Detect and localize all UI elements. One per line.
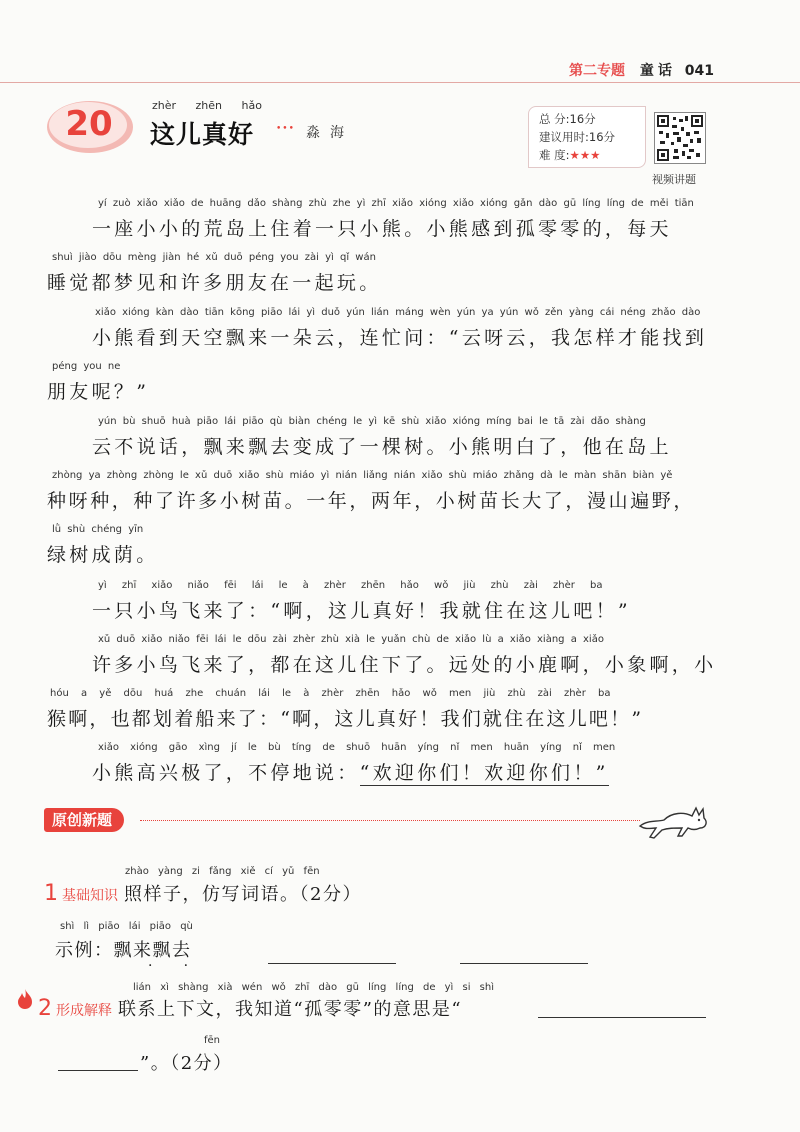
question-number: 1 [44, 881, 58, 906]
page-number: 041 [684, 63, 714, 79]
pinyin-line: xiǎo xióng kàn dào tiān kōng piāo lái yì duǒ yún lián máng wèn yún ya yún wǒ zěn yàng cái néng zhǎo dào [95, 307, 701, 318]
difficulty-label: 难 度: [539, 148, 570, 162]
section-title: 原创新题 [44, 808, 124, 832]
example-text: 示例：飘来飘去 [55, 940, 192, 961]
question-pinyin: zhào yàng zi fǎng xiě cí yǔ fēn [125, 866, 320, 877]
emphasis-dots: · · [148, 958, 189, 974]
lesson-title: 这儿真好 [150, 120, 255, 149]
story-line [0, 580, 800, 628]
time-value: 16分 [588, 130, 616, 144]
qr-code-icon[interactable] [654, 112, 706, 164]
text-line: 一只小鸟飞来了：“啊，这儿真好！我就住在这儿吧！” [92, 600, 631, 622]
pinyin-line: shuì jiào dōu mèng jiàn hé xǔ duō péng you zài yì qǐ wán [52, 252, 376, 263]
question-pinyin: lián xì shàng xià wén wǒ zhī dào gū líng líng de yì si shì [133, 982, 495, 993]
story-line [0, 361, 800, 409]
page-header [569, 60, 714, 80]
pinyin-line: péng you ne [52, 361, 121, 372]
example-pinyin: shì lì piāo lái piāo qù [60, 921, 193, 932]
cat-icon [638, 800, 710, 842]
text-line: 绿树成荫。 [47, 544, 159, 566]
pinyin-line: yí zuò xiǎo xiǎo de huāng dǎo shàng zhù zhe yì zhī xiǎo xióng xiǎo xióng gǎn dào gū líng líng de měi tiān [98, 198, 694, 209]
time-label: 建议用时: [539, 130, 589, 144]
question-number: 2 [38, 996, 52, 1021]
story-line [0, 470, 800, 518]
text-line: 一座小小的荒岛上住着一只小熊。小熊感到孤零零的，每天 [92, 218, 672, 240]
story-line [0, 688, 800, 736]
text-line: 小熊看到天空飘来一朵云，连忙问：“云呀云，我怎样才能找到 [92, 327, 708, 349]
pinyin-line: zhòng ya zhòng zhòng le xǔ duō xiǎo shù miáo yì nián liǎng nián xiǎo shù miáo zhǎng dà le màn shān biàn yě [52, 470, 673, 481]
story-line [0, 524, 800, 572]
qr-caption: 视频讲题 [652, 173, 696, 186]
story-line [0, 307, 800, 355]
story-line [0, 198, 800, 246]
text-line: 种呀种，种了许多小树苗。一年，两年，小树苗长大了，漫山遍野， [47, 490, 696, 512]
story-line [0, 742, 800, 790]
answer-blank[interactable] [538, 1017, 706, 1018]
section-divider [140, 820, 640, 821]
story-line [0, 634, 800, 682]
fire-icon [16, 988, 34, 1010]
text-line: 睡觉都梦见和许多朋友在一起玩。 [47, 272, 382, 294]
pinyin-line: xiǎo xióng gāo xìng jí le bù tíng de shuō huān yíng nǐ men huān yíng nǐ men [98, 742, 616, 753]
total-score-label: 总 分: [539, 112, 570, 126]
question-text: 联系上下文，我知道“孤零零”的意思是“ [118, 999, 463, 1020]
pinyin-line: xǔ duō xiǎo niǎo fēi lái le dōu zài zhèr zhù xià le yuǎn chù de xiǎo lù a xiǎo xiàng a xiǎo [98, 634, 604, 645]
pinyin-line: hóu a yě dōu huá zhe chuán lái le à zhèr zhēn hǎo wǒ men jiù zhù zài zhèr ba [50, 688, 611, 699]
pinyin-line: lǜ shù chéng yīn [52, 524, 144, 535]
text-segment: 小熊高兴极了，不停地说： [92, 762, 360, 784]
pinyin-line: yì zhī xiǎo niǎo fēi lái le à zhèr zhēn hǎo wǒ jiù zhù zài zhèr ba [98, 580, 603, 591]
story-line [0, 416, 800, 464]
story-line [0, 252, 800, 300]
pinyin-line: yún bù shuō huà piāo lái piāo qù biàn chéng le yì kē shù xiǎo xióng míng bai le tā zài dǎo shàng [98, 416, 646, 427]
text-line: 许多小鸟飞来了，都在这儿住下了。远处的小鹿啊，小象啊，小 [92, 654, 717, 676]
text-line [92, 758, 609, 785]
end-pinyin: fēn [204, 1035, 221, 1046]
question-tag: 形成解释 [56, 1003, 112, 1019]
answer-blank[interactable] [460, 963, 588, 964]
lesson-number: 20 [65, 104, 113, 144]
answer-blank[interactable] [268, 963, 396, 964]
title-pinyin: zhèr zhēn hǎo [152, 99, 262, 112]
score-info-box [528, 106, 646, 168]
author-name: 淼海 [306, 125, 354, 141]
underlined-quote: “欢迎你们！欢迎你们！” [359, 762, 609, 784]
text-line: 朋友呢？” [47, 381, 150, 403]
total-score-value: 16分 [569, 112, 596, 126]
answer-blank[interactable] [58, 1070, 138, 1071]
question-text: 照样子，仿写词语。（2分） [124, 884, 362, 905]
header-divider [0, 82, 800, 83]
topic-label: 第二专题 [569, 63, 626, 79]
question-end-text: ”。（2分） [140, 1053, 233, 1074]
question-2 [38, 995, 462, 1021]
question-tag: 基础知识 [62, 888, 118, 904]
genre-label: 童话 [639, 63, 676, 79]
text-line: 猴啊，也都划着船来了：“啊，这儿真好！我们就住在这儿吧！” [47, 708, 644, 730]
difficulty-stars: ★★★ [569, 148, 601, 162]
title-dots: ••• [276, 124, 295, 134]
question-1 [44, 880, 362, 906]
text-line: 云不说话，飘来飘去变成了一棵树。小熊明白了，他在岛上 [92, 436, 672, 458]
